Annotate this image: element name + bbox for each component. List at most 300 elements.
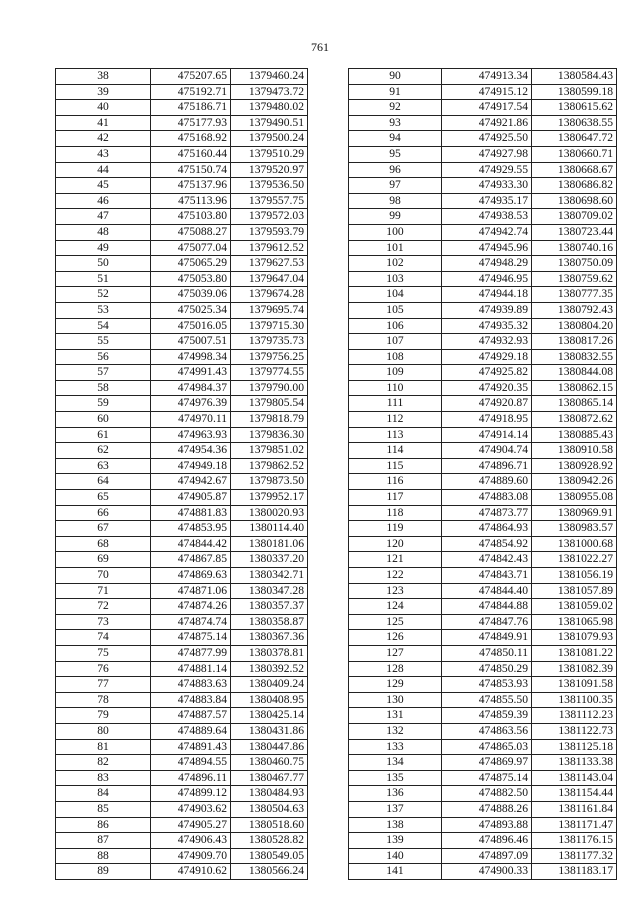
- table-row: [349, 692, 617, 708]
- table-row: [349, 661, 617, 677]
- x-coordinate-cell: 474925.50: [442, 131, 532, 147]
- x-coordinate-cell: 474883.63: [151, 677, 231, 693]
- y-coordinate-cell: 1379715.30: [231, 318, 308, 334]
- table-row: [349, 318, 617, 334]
- table-row: [56, 100, 308, 116]
- table-row: [349, 599, 617, 615]
- table-row: [56, 380, 308, 396]
- table-row: [56, 162, 308, 178]
- point-number-cell: 73: [56, 614, 151, 630]
- y-coordinate-cell: 1380969.91: [532, 505, 617, 521]
- x-coordinate-cell: 474875.14: [442, 770, 532, 786]
- coordinate-table-right: [348, 68, 617, 880]
- point-number-cell: 132: [349, 723, 442, 739]
- y-coordinate-cell: 1380638.55: [532, 115, 617, 131]
- x-coordinate-cell: 474864.93: [442, 521, 532, 537]
- table-row: [56, 801, 308, 817]
- x-coordinate-cell: 474929.55: [442, 162, 532, 178]
- table-row: [56, 848, 308, 864]
- y-coordinate-cell: 1380844.08: [532, 365, 617, 381]
- point-number-cell: 122: [349, 568, 442, 584]
- point-number-cell: 139: [349, 833, 442, 849]
- x-coordinate-cell: 475065.29: [151, 256, 231, 272]
- table-row: [349, 365, 617, 381]
- y-coordinate-cell: 1380392.52: [231, 661, 308, 677]
- x-coordinate-cell: 474896.46: [442, 833, 532, 849]
- point-number-cell: 93: [349, 115, 442, 131]
- y-coordinate-cell: 1379520.97: [231, 162, 308, 178]
- table-row: [349, 224, 617, 240]
- y-coordinate-cell: 1380357.37: [231, 599, 308, 615]
- table-row: [56, 521, 308, 537]
- table-row: [56, 708, 308, 724]
- x-coordinate-cell: 474894.55: [151, 755, 231, 771]
- point-number-cell: 105: [349, 302, 442, 318]
- y-coordinate-cell: 1379593.79: [231, 224, 308, 240]
- point-number-cell: 123: [349, 583, 442, 599]
- x-coordinate-cell: 474925.82: [442, 365, 532, 381]
- y-coordinate-cell: 1380686.82: [532, 178, 617, 194]
- point-number-cell: 40: [56, 100, 151, 116]
- x-coordinate-cell: 474883.84: [151, 692, 231, 708]
- point-number-cell: 112: [349, 412, 442, 428]
- table-row: [349, 271, 617, 287]
- x-coordinate-cell: 475177.93: [151, 115, 231, 131]
- table-row: [56, 458, 308, 474]
- point-number-cell: 95: [349, 146, 442, 162]
- point-number-cell: 66: [56, 505, 151, 521]
- x-coordinate-cell: 474998.34: [151, 349, 231, 365]
- point-number-cell: 38: [56, 69, 151, 85]
- table-row: [349, 536, 617, 552]
- point-number-cell: 111: [349, 396, 442, 412]
- point-number-cell: 56: [56, 349, 151, 365]
- y-coordinate-cell: 1380409.24: [231, 677, 308, 693]
- y-coordinate-cell: 1379818.79: [231, 412, 308, 428]
- point-number-cell: 43: [56, 146, 151, 162]
- point-number-cell: 137: [349, 801, 442, 817]
- x-coordinate-cell: 474847.76: [442, 614, 532, 630]
- y-coordinate-cell: 1379480.02: [231, 100, 308, 116]
- table-row: [56, 193, 308, 209]
- point-number-cell: 130: [349, 692, 442, 708]
- point-number-cell: 100: [349, 224, 442, 240]
- y-coordinate-cell: 1380484.93: [231, 786, 308, 802]
- x-coordinate-cell: 474882.50: [442, 786, 532, 802]
- point-number-cell: 124: [349, 599, 442, 615]
- table-row: [349, 146, 617, 162]
- point-number-cell: 70: [56, 568, 151, 584]
- table-row: [56, 287, 308, 303]
- point-number-cell: 67: [56, 521, 151, 537]
- point-number-cell: 98: [349, 193, 442, 209]
- x-coordinate-cell: 475007.51: [151, 334, 231, 350]
- y-coordinate-cell: 1381081.22: [532, 645, 617, 661]
- table-row: [56, 271, 308, 287]
- x-coordinate-cell: 474984.37: [151, 380, 231, 396]
- x-coordinate-cell: 474896.71: [442, 458, 532, 474]
- y-coordinate-cell: 1380872.62: [532, 412, 617, 428]
- x-coordinate-cell: 474897.09: [442, 848, 532, 864]
- y-coordinate-cell: 1379647.04: [231, 271, 308, 287]
- y-coordinate-cell: 1380358.87: [231, 614, 308, 630]
- table-row: [349, 755, 617, 771]
- point-number-cell: 69: [56, 552, 151, 568]
- table-row: [56, 443, 308, 459]
- table-row: [349, 770, 617, 786]
- y-coordinate-cell: 1380020.93: [231, 505, 308, 521]
- point-number-cell: 77: [56, 677, 151, 693]
- x-coordinate-cell: 474945.96: [442, 240, 532, 256]
- table-row: [56, 146, 308, 162]
- y-coordinate-cell: 1379862.52: [231, 458, 308, 474]
- point-number-cell: 131: [349, 708, 442, 724]
- y-coordinate-cell: 1379873.50: [231, 474, 308, 490]
- y-coordinate-cell: 1380337.20: [231, 552, 308, 568]
- table-row: [349, 708, 617, 724]
- x-coordinate-cell: 474843.71: [442, 568, 532, 584]
- x-coordinate-cell: 474935.17: [442, 193, 532, 209]
- y-coordinate-cell: 1381056.19: [532, 568, 617, 584]
- x-coordinate-cell: 474881.83: [151, 505, 231, 521]
- point-number-cell: 74: [56, 630, 151, 646]
- y-coordinate-cell: 1380408.95: [231, 692, 308, 708]
- point-number-cell: 64: [56, 474, 151, 490]
- table-row: [56, 396, 308, 412]
- point-number-cell: 89: [56, 864, 151, 880]
- y-coordinate-cell: 1381177.32: [532, 848, 617, 864]
- point-number-cell: 117: [349, 490, 442, 506]
- y-coordinate-cell: 1380599.18: [532, 84, 617, 100]
- y-coordinate-cell: 1380615.62: [532, 100, 617, 116]
- y-coordinate-cell: 1380460.75: [231, 755, 308, 771]
- x-coordinate-cell: 474849.91: [442, 630, 532, 646]
- x-coordinate-cell: 474904.74: [442, 443, 532, 459]
- point-number-cell: 121: [349, 552, 442, 568]
- table-row: [349, 396, 617, 412]
- y-coordinate-cell: 1379490.51: [231, 115, 308, 131]
- point-number-cell: 103: [349, 271, 442, 287]
- point-number-cell: 82: [56, 755, 151, 771]
- x-coordinate-cell: 474881.14: [151, 661, 231, 677]
- y-coordinate-cell: 1380660.71: [532, 146, 617, 162]
- table-row: [56, 661, 308, 677]
- y-coordinate-cell: 1379500.24: [231, 131, 308, 147]
- point-number-cell: 134: [349, 755, 442, 771]
- x-coordinate-cell: 474946.95: [442, 271, 532, 287]
- table-row: [349, 115, 617, 131]
- y-coordinate-cell: 1379473.72: [231, 84, 308, 100]
- y-coordinate-cell: 1380723.44: [532, 224, 617, 240]
- x-coordinate-cell: 474888.26: [442, 801, 532, 817]
- table-row: [56, 302, 308, 318]
- point-number-cell: 75: [56, 645, 151, 661]
- table-row: [349, 349, 617, 365]
- y-coordinate-cell: 1381059.02: [532, 599, 617, 615]
- x-coordinate-cell: 474939.89: [442, 302, 532, 318]
- y-coordinate-cell: 1380504.63: [231, 801, 308, 817]
- x-coordinate-cell: 475088.27: [151, 224, 231, 240]
- point-number-cell: 71: [56, 583, 151, 599]
- x-coordinate-cell: 474920.35: [442, 380, 532, 396]
- x-coordinate-cell: 474906.43: [151, 833, 231, 849]
- table-row: [349, 490, 617, 506]
- y-coordinate-cell: 1379557.75: [231, 193, 308, 209]
- table-row: [56, 599, 308, 615]
- x-coordinate-cell: 474854.92: [442, 536, 532, 552]
- y-coordinate-cell: 1380347.28: [231, 583, 308, 599]
- y-coordinate-cell: 1379674.28: [231, 287, 308, 303]
- table-row: [56, 412, 308, 428]
- x-coordinate-cell: 474850.11: [442, 645, 532, 661]
- table-row: [56, 178, 308, 194]
- x-coordinate-cell: 475168.92: [151, 131, 231, 147]
- point-number-cell: 88: [56, 848, 151, 864]
- x-coordinate-cell: 474914.14: [442, 427, 532, 443]
- y-coordinate-cell: 1381176.15: [532, 833, 617, 849]
- point-number-cell: 83: [56, 770, 151, 786]
- y-coordinate-cell: 1381161.84: [532, 801, 617, 817]
- table-row: [349, 786, 617, 802]
- table-row: [56, 739, 308, 755]
- y-coordinate-cell: 1380647.72: [532, 131, 617, 147]
- x-coordinate-cell: 474871.06: [151, 583, 231, 599]
- y-coordinate-cell: 1381143.04: [532, 770, 617, 786]
- y-coordinate-cell: 1380431.86: [231, 723, 308, 739]
- y-coordinate-cell: 1380709.02: [532, 209, 617, 225]
- x-coordinate-cell: 474853.95: [151, 521, 231, 537]
- x-coordinate-cell: 474976.39: [151, 396, 231, 412]
- y-coordinate-cell: 1379836.30: [231, 427, 308, 443]
- x-coordinate-cell: 474896.11: [151, 770, 231, 786]
- point-number-cell: 96: [349, 162, 442, 178]
- y-coordinate-cell: 1379460.24: [231, 69, 308, 85]
- table-row: [349, 474, 617, 490]
- point-number-cell: 110: [349, 380, 442, 396]
- x-coordinate-cell: 474869.63: [151, 568, 231, 584]
- table-row: [349, 443, 617, 459]
- table-row: [349, 412, 617, 428]
- point-number-cell: 86: [56, 817, 151, 833]
- table-row: [56, 256, 308, 272]
- x-coordinate-cell: 474877.99: [151, 645, 231, 661]
- y-coordinate-cell: 1380910.58: [532, 443, 617, 459]
- point-number-cell: 104: [349, 287, 442, 303]
- point-number-cell: 94: [349, 131, 442, 147]
- table-row: [56, 474, 308, 490]
- x-coordinate-cell: 475186.71: [151, 100, 231, 116]
- point-number-cell: 41: [56, 115, 151, 131]
- x-coordinate-cell: 474933.30: [442, 178, 532, 194]
- y-coordinate-cell: 1380549.05: [231, 848, 308, 864]
- x-coordinate-cell: 474869.97: [442, 755, 532, 771]
- y-coordinate-cell: 1380885.43: [532, 427, 617, 443]
- y-coordinate-cell: 1380862.15: [532, 380, 617, 396]
- table-row: [56, 755, 308, 771]
- point-number-cell: 80: [56, 723, 151, 739]
- y-coordinate-cell: 1379536.50: [231, 178, 308, 194]
- point-number-cell: 76: [56, 661, 151, 677]
- y-coordinate-cell: 1380804.20: [532, 318, 617, 334]
- table-row: [56, 84, 308, 100]
- y-coordinate-cell: 1379627.53: [231, 256, 308, 272]
- x-coordinate-cell: 474932.93: [442, 334, 532, 350]
- x-coordinate-cell: 475137.96: [151, 178, 231, 194]
- y-coordinate-cell: 1379612.52: [231, 240, 308, 256]
- point-number-cell: 141: [349, 864, 442, 880]
- y-coordinate-cell: 1381183.17: [532, 864, 617, 880]
- coordinate-table-left: [55, 68, 308, 880]
- table-row: [349, 178, 617, 194]
- table-row: [56, 131, 308, 147]
- table-row: [349, 427, 617, 443]
- y-coordinate-cell: 1380928.92: [532, 458, 617, 474]
- x-coordinate-cell: 475207.65: [151, 69, 231, 85]
- table-row: [349, 817, 617, 833]
- y-coordinate-cell: 1380114.40: [231, 521, 308, 537]
- x-coordinate-cell: 474874.74: [151, 614, 231, 630]
- y-coordinate-cell: 1380750.09: [532, 256, 617, 272]
- point-number-cell: 106: [349, 318, 442, 334]
- point-number-cell: 81: [56, 739, 151, 755]
- y-coordinate-cell: 1379735.73: [231, 334, 308, 350]
- y-coordinate-cell: 1379774.55: [231, 365, 308, 381]
- y-coordinate-cell: 1381000.68: [532, 536, 617, 552]
- x-coordinate-cell: 474938.53: [442, 209, 532, 225]
- table-row: [349, 521, 617, 537]
- y-coordinate-cell: 1380698.60: [532, 193, 617, 209]
- x-coordinate-cell: 475016.05: [151, 318, 231, 334]
- y-coordinate-cell: 1380378.81: [231, 645, 308, 661]
- x-coordinate-cell: 475025.34: [151, 302, 231, 318]
- point-number-cell: 91: [349, 84, 442, 100]
- point-number-cell: 55: [56, 334, 151, 350]
- point-number-cell: 125: [349, 614, 442, 630]
- point-number-cell: 53: [56, 302, 151, 318]
- point-number-cell: 84: [56, 786, 151, 802]
- table-row: [349, 645, 617, 661]
- table-row: [56, 224, 308, 240]
- y-coordinate-cell: 1379572.03: [231, 209, 308, 225]
- x-coordinate-cell: 474935.32: [442, 318, 532, 334]
- x-coordinate-cell: 475113.96: [151, 193, 231, 209]
- table-row: [349, 240, 617, 256]
- x-coordinate-cell: 475192.71: [151, 84, 231, 100]
- table-row: [56, 723, 308, 739]
- y-coordinate-cell: 1380668.67: [532, 162, 617, 178]
- x-coordinate-cell: 474991.43: [151, 365, 231, 381]
- x-coordinate-cell: 475039.06: [151, 287, 231, 303]
- y-coordinate-cell: 1379756.25: [231, 349, 308, 365]
- point-number-cell: 138: [349, 817, 442, 833]
- point-number-cell: 62: [56, 443, 151, 459]
- x-coordinate-cell: 474920.87: [442, 396, 532, 412]
- table-row: [349, 302, 617, 318]
- point-number-cell: 44: [56, 162, 151, 178]
- y-coordinate-cell: 1380777.35: [532, 287, 617, 303]
- y-coordinate-cell: 1380566.24: [231, 864, 308, 880]
- point-number-cell: 109: [349, 365, 442, 381]
- point-number-cell: 39: [56, 84, 151, 100]
- table-row: [56, 334, 308, 350]
- y-coordinate-cell: 1381079.93: [532, 630, 617, 646]
- x-coordinate-cell: 474873.77: [442, 505, 532, 521]
- table-row: [349, 380, 617, 396]
- table-row: [56, 552, 308, 568]
- table-row: [349, 69, 617, 85]
- point-number-cell: 58: [56, 380, 151, 396]
- table-row: [349, 630, 617, 646]
- x-coordinate-cell: 474921.86: [442, 115, 532, 131]
- point-number-cell: 46: [56, 193, 151, 209]
- table-row: [56, 568, 308, 584]
- table-row: [349, 334, 617, 350]
- y-coordinate-cell: 1380467.77: [231, 770, 308, 786]
- table-row: [349, 458, 617, 474]
- y-coordinate-cell: 1381057.89: [532, 583, 617, 599]
- table-row: [56, 614, 308, 630]
- table-row: [56, 69, 308, 85]
- point-number-cell: 78: [56, 692, 151, 708]
- point-number-cell: 113: [349, 427, 442, 443]
- x-coordinate-cell: 474891.43: [151, 739, 231, 755]
- x-coordinate-cell: 474875.14: [151, 630, 231, 646]
- point-number-cell: 127: [349, 645, 442, 661]
- x-coordinate-cell: 474949.18: [151, 458, 231, 474]
- y-coordinate-cell: 1379851.02: [231, 443, 308, 459]
- page-number: 761: [311, 40, 329, 54]
- table-row: [56, 536, 308, 552]
- point-number-cell: 87: [56, 833, 151, 849]
- table-row: [56, 630, 308, 646]
- x-coordinate-cell: 474970.11: [151, 412, 231, 428]
- x-coordinate-cell: 474929.18: [442, 349, 532, 365]
- x-coordinate-cell: 474909.70: [151, 848, 231, 864]
- x-coordinate-cell: 474865.03: [442, 739, 532, 755]
- x-coordinate-cell: 474887.57: [151, 708, 231, 724]
- point-number-cell: 42: [56, 131, 151, 147]
- y-coordinate-cell: 1380955.08: [532, 490, 617, 506]
- point-number-cell: 54: [56, 318, 151, 334]
- table-row: [56, 817, 308, 833]
- point-number-cell: 133: [349, 739, 442, 755]
- point-number-cell: 48: [56, 224, 151, 240]
- table-row: [349, 677, 617, 693]
- table-row: [349, 256, 617, 272]
- y-coordinate-cell: 1379805.54: [231, 396, 308, 412]
- point-number-cell: 116: [349, 474, 442, 490]
- point-number-cell: 107: [349, 334, 442, 350]
- table-row: [349, 583, 617, 599]
- point-number-cell: 119: [349, 521, 442, 537]
- x-coordinate-cell: 474927.98: [442, 146, 532, 162]
- x-coordinate-cell: 474863.56: [442, 723, 532, 739]
- point-number-cell: 118: [349, 505, 442, 521]
- table-row: [56, 583, 308, 599]
- x-coordinate-cell: 475150.74: [151, 162, 231, 178]
- table-row: [349, 209, 617, 225]
- x-coordinate-cell: 475103.80: [151, 209, 231, 225]
- table-row: [56, 786, 308, 802]
- table-row: [56, 645, 308, 661]
- point-number-cell: 65: [56, 490, 151, 506]
- x-coordinate-cell: 474942.67: [151, 474, 231, 490]
- x-coordinate-cell: 474905.27: [151, 817, 231, 833]
- y-coordinate-cell: 1380832.55: [532, 349, 617, 365]
- x-coordinate-cell: 474853.93: [442, 677, 532, 693]
- y-coordinate-cell: 1381091.58: [532, 677, 617, 693]
- x-coordinate-cell: 474942.74: [442, 224, 532, 240]
